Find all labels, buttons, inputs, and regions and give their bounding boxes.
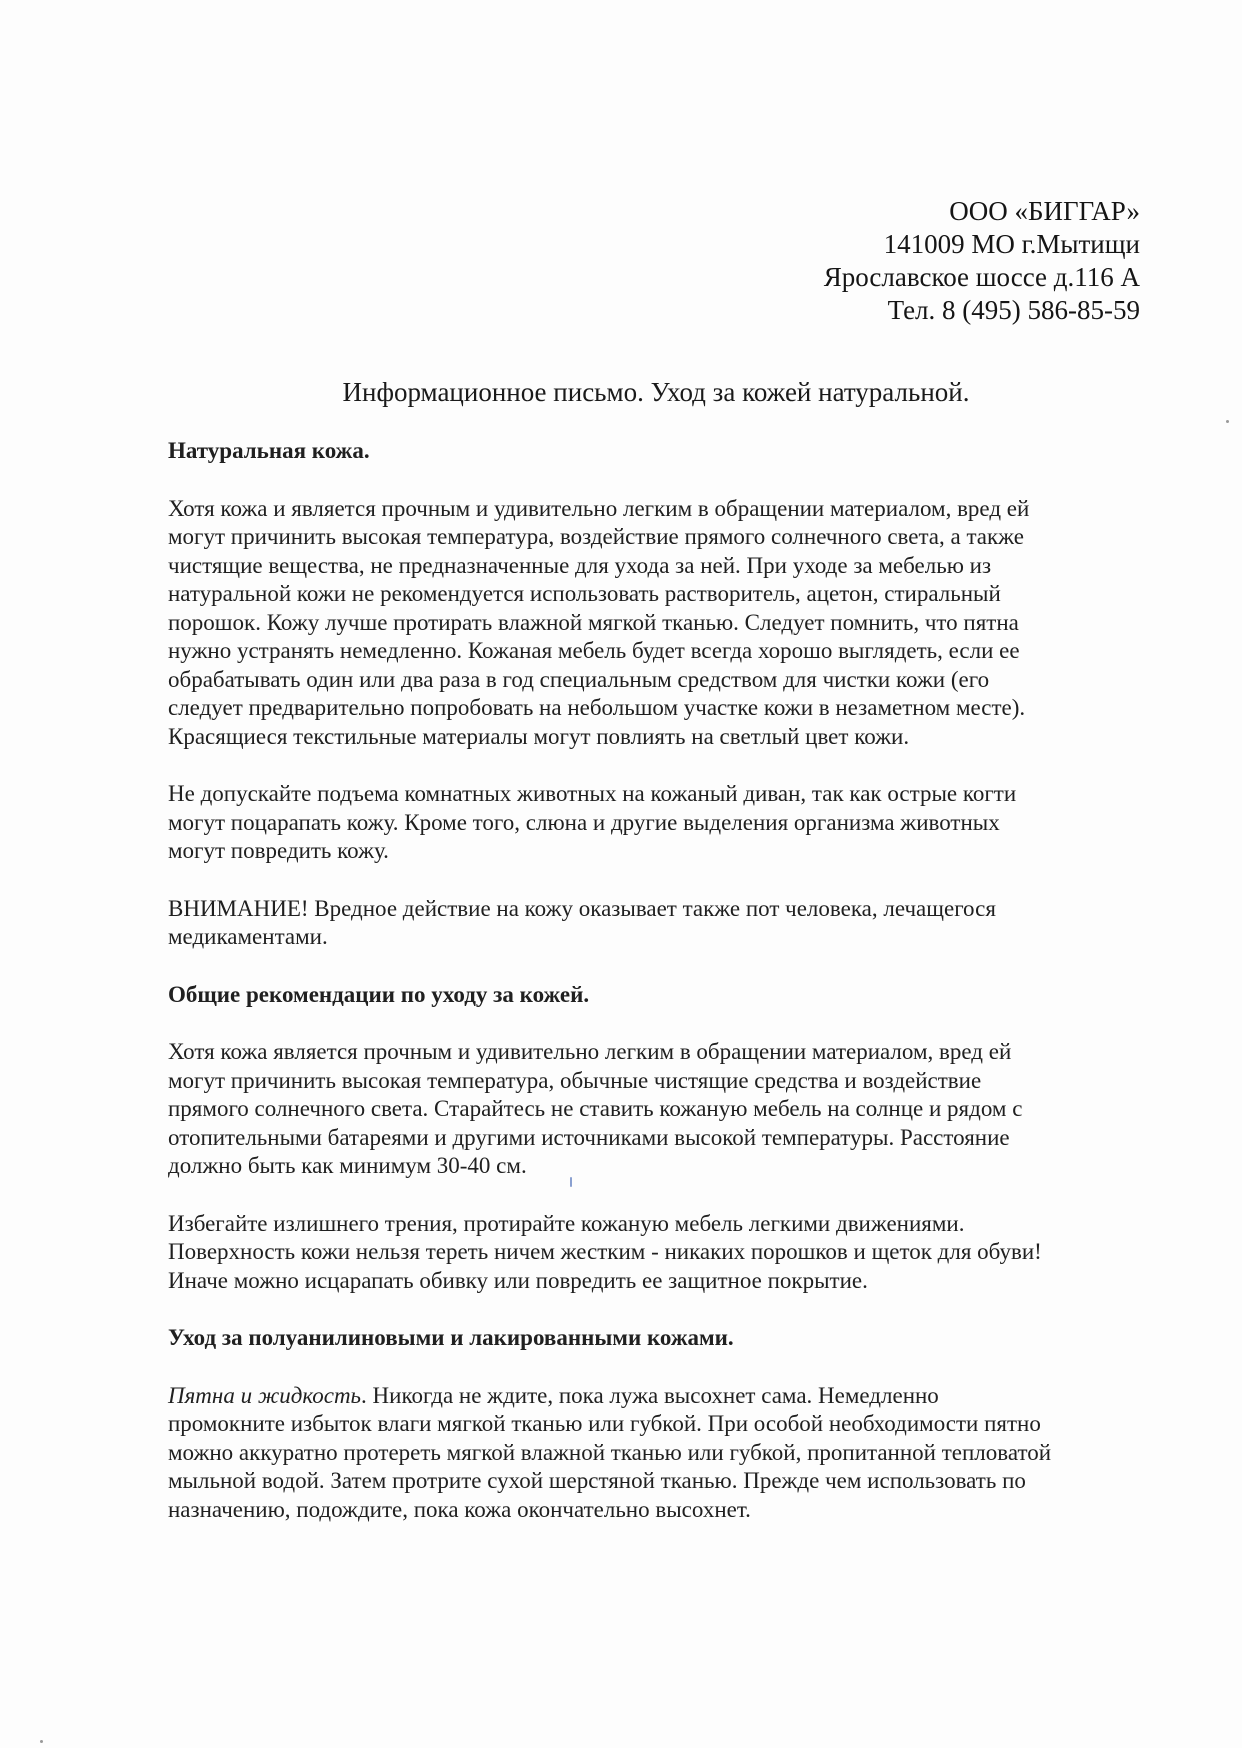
sender-phone: Тел. 8 (495) 586-85-59 [887, 295, 1140, 325]
text-line: назначению, подождите, пока кожа окончательно высохнет. [168, 1496, 751, 1522]
paragraph-friction [168, 1210, 1158, 1296]
paragraph-general-info [168, 495, 1158, 752]
text-line: чистящие вещества, не предназначенные для ухода за ней. При уходе за мебелью из [168, 552, 992, 578]
text-line: прямого солнечного света. Старайтесь не ставить кожаную мебель на солнце и рядом с [168, 1096, 1023, 1121]
section-heading-semi-aniline: Уход за полуанилиновыми и лакированными кожами. [168, 1325, 734, 1350]
paragraph-pets [168, 780, 1158, 866]
text-line: Избегайте излишнего трения, протирайте кожаную мебель легкими движениями. [168, 1210, 965, 1236]
text-line: Хотя кожа является прочным и удивительно легким в обращении материалом, вред ей [168, 1039, 1012, 1064]
text-line: Иначе можно исцарапать обивку или повредить ее защитное покрытие. [168, 1267, 868, 1293]
text-line: могут повредить кожу. [168, 838, 389, 863]
text-line: Поверхность кожи нельзя тереть ничем жестким - никаких порошков и щеток для обуви! [168, 1239, 1042, 1264]
letter-body [168, 437, 1158, 1524]
text-line: можно аккуратно протереть мягкой влажной тканью или губкой, пропитанной тепловатой [168, 1439, 1052, 1465]
text-line: могут поцарапать кожу. Кроме того, слюна и другие выделения организма животных [168, 809, 1000, 835]
text-line [168, 1382, 1158, 1411]
text-line: следует предварительно попробовать на небольшом участке кожи в незаметном месте). [168, 695, 1026, 720]
text-line: отопительными батареями и другими источниками высокой температуры. Расстояние [168, 1124, 1010, 1150]
sender-city: 141009 МО г.Мытищи [883, 229, 1140, 259]
scan-speck [40, 1740, 43, 1743]
paragraph-stains [168, 1382, 1158, 1525]
letter-title: Информационное письмо. Уход за кожей натуральной. [342, 377, 970, 407]
text-line: медикаментами. [168, 924, 328, 949]
text-line: ВНИМАНИЕ! Вредное действие на кожу оказывает также пот человека, лечащегося [168, 895, 996, 921]
section-heading-general-recommendations: Общие рекомендации по уходу за кожей. [168, 981, 590, 1007]
text-line: промокните избыток влаги мягкой тканью или губкой. При особой необходимости пятно [168, 1411, 1041, 1436]
text-line: Красящиеся текстильные материалы могут повлиять на светлый цвет кожи. [168, 723, 910, 749]
text-line: натуральной кожи не рекомендуется использовать растворитель, ацетон, стиральный [168, 581, 1001, 606]
text-line: могут причинить высокая температура, обычные чистящие средства и воздействие [168, 1067, 982, 1093]
scan-speck [1226, 420, 1229, 423]
text-line: нужно устранять немедленно. Кожаная мебель будет всегда хорошо выглядеть, если ее [168, 638, 1020, 663]
paragraph-warning [168, 895, 1158, 952]
scan-speck [570, 1177, 572, 1187]
text-line: Хотя кожа и является прочным и удивительно легким в обращении материалом, вред ей [168, 495, 1030, 521]
text-line: порошок. Кожу лучше протирать влажной мягкой тканью. Следует помнить, что пятна [168, 609, 1019, 635]
text-line: Не допускайте подъема комнатных животных на кожаный диван, так как острые когти [168, 781, 1017, 806]
sender-street: Ярославское шоссе д.116 А [823, 262, 1140, 292]
italic-lead: Пятна и жидкость [168, 1382, 362, 1408]
paragraph-temperature [168, 1038, 1158, 1181]
lead-rest: . Никогда не ждите, пока лужа высохнет сама. Немедленно [361, 1382, 939, 1408]
sender-address-block [824, 195, 1140, 327]
text-line: мыльной водой. Затем протрите сухой шерстяной тканью. Прежде чем использовать по [168, 1468, 1026, 1493]
text-line: обрабатывать один или два раза в год специальным средством для чистки кожи (его [168, 666, 990, 692]
section-heading-natural-leather: Натуральная кожа. [168, 438, 370, 463]
sender-company: ООО «БИГГАР» [949, 196, 1140, 226]
text-line: могут причинить высокая температура, воздействие прямого солнечного света, а также [168, 524, 1024, 549]
text-line: должно быть как минимум 30-40 см. [168, 1153, 527, 1178]
